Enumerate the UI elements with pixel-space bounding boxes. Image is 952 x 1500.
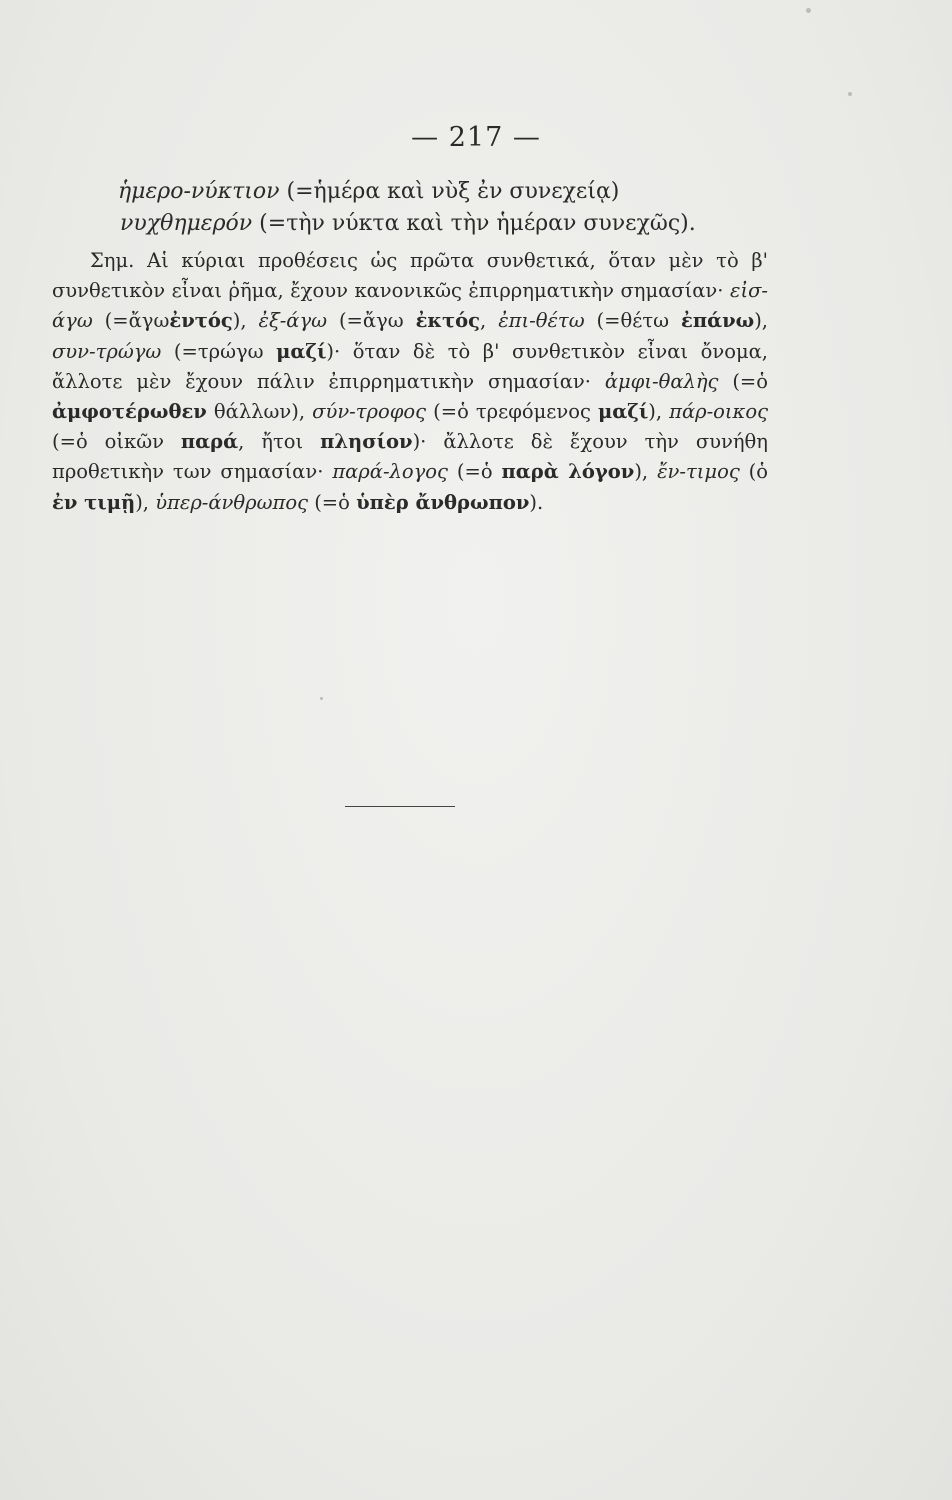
example-gloss: ), bbox=[648, 400, 663, 424]
note-text: ὅταν δὲ τὸ β' συνθετικὸν εἶναι ὄνομα, ἄλλοτε μὲν ἔχουν πάλιν ἐπιρρηματικὴν σημασίαν· bbox=[52, 339, 769, 393]
paper-speck bbox=[848, 92, 852, 96]
example-gloss: ). bbox=[529, 490, 544, 514]
example-word: ὑπερ-άνθρωπος bbox=[155, 490, 308, 514]
example-emphasis: μαζί bbox=[276, 339, 327, 363]
entry-gloss: (=ἡμέρα καὶ νὺξ ἐν συνεχείᾳ) bbox=[286, 179, 620, 204]
example-gloss: (=ἄγω bbox=[104, 309, 170, 333]
example-gloss: ), bbox=[634, 460, 649, 484]
example-emphasis: ἐπάνω bbox=[680, 309, 755, 333]
example-gloss: , ἤτοι bbox=[238, 430, 304, 454]
example-word: συν-τρώγω bbox=[52, 339, 162, 363]
example-gloss: (=ὁ bbox=[732, 369, 769, 393]
example-word: πάρ-οικος bbox=[669, 400, 768, 424]
example-gloss: (=ὁ οἰκῶν bbox=[52, 430, 164, 454]
example-gloss: (=τρώγω bbox=[173, 339, 264, 363]
example-gloss: (=ἄγω bbox=[338, 309, 404, 333]
example-gloss: (ὁ bbox=[748, 460, 769, 484]
example-word: παρά-λογος bbox=[332, 460, 448, 484]
example-gloss: ), bbox=[754, 309, 769, 333]
note-text: ἄλλοτε δὲ ἔχουν τὴν συνήθη προθετικὴν των σημασίαν· bbox=[52, 430, 768, 484]
page-number: — 217 — bbox=[411, 122, 541, 153]
note-label: Σημ. bbox=[90, 249, 135, 272]
entry-headword: ἡμερο-νύκτιον bbox=[118, 179, 280, 204]
entry-hemero-nyktion bbox=[118, 176, 696, 208]
example-emphasis: ἀμφοτέρωθεν bbox=[52, 400, 207, 424]
note-paragraph bbox=[52, 246, 768, 518]
example-gloss: ), bbox=[135, 490, 149, 514]
example-gloss: , bbox=[480, 309, 487, 333]
example-word: ἐπι-θέτω bbox=[498, 309, 585, 333]
example-gloss: )· bbox=[326, 339, 341, 363]
example-emphasis: ἐν τιμῇ bbox=[52, 490, 136, 514]
example-word: ἔν-τιμος bbox=[657, 460, 740, 484]
entry-gloss: (=τὴν νύκτα καὶ τὴν ἡμέραν συνεχῶς). bbox=[259, 211, 696, 236]
example-emphasis: ἐντός bbox=[169, 309, 233, 333]
example-emphasis: ἐκτός bbox=[415, 309, 481, 333]
entry-list bbox=[118, 176, 696, 240]
example-word: ἀμφι-θαλὴς bbox=[604, 369, 719, 393]
example-word: σύν-τροφος bbox=[312, 400, 427, 424]
note-text: Αἱ κύριαι προθέσεις ὡς πρῶτα συνθετικά, ὅταν μὲν τὸ β' συνθετικὸν εἶναι ῥῆμα, ἔχουν κανονικῶς ἐπιρρηματικὴν σημασίαν· bbox=[52, 249, 768, 303]
section-separator-rule bbox=[345, 806, 455, 807]
example-word: εἰσ-άγω bbox=[52, 279, 769, 333]
grammar-note bbox=[52, 246, 768, 518]
example-gloss: (=ὁ bbox=[314, 490, 350, 514]
example-gloss: ), bbox=[232, 309, 247, 333]
example-emphasis: μαζί bbox=[597, 400, 649, 424]
example-emphasis: παρά bbox=[180, 430, 239, 454]
example-word: ἐξ-άγω bbox=[258, 309, 328, 333]
paper-speck bbox=[806, 8, 811, 13]
example-gloss: )· bbox=[412, 430, 427, 454]
entry-headword: νυχθημερόν bbox=[120, 211, 253, 236]
example-emphasis: πλησίον bbox=[320, 430, 413, 454]
entry-nychthemeron bbox=[120, 208, 696, 240]
example-gloss: (=θέτω bbox=[596, 309, 670, 333]
example-emphasis: ὑπὲρ ἄνθρωπον bbox=[356, 490, 530, 514]
example-gloss: (=ὁ τρεφόμενος bbox=[433, 400, 591, 424]
example-gloss: (=ὁ bbox=[456, 460, 493, 484]
example-emphasis: παρὰ λόγον bbox=[501, 460, 635, 484]
paper-speck bbox=[320, 697, 323, 700]
example-gloss: θάλλων), bbox=[213, 400, 306, 424]
